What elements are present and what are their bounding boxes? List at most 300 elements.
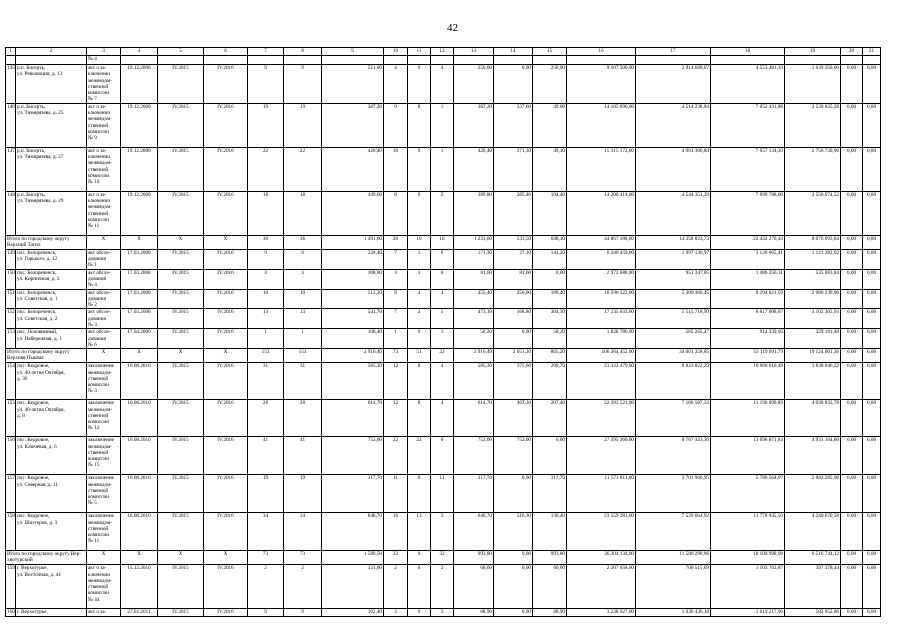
table-cell: 100,40 (322, 329, 384, 349)
table-cell: IV.2016 (204, 65, 248, 104)
table-row (6, 363, 881, 400)
subtotal-cell: 73 (248, 551, 284, 565)
column-number: 12 (431, 48, 454, 56)
subtotal-cell: 2 051,20 (494, 349, 533, 363)
table-cell: IV.2015 (158, 309, 204, 329)
subtotal-cell: X (87, 235, 121, 249)
table-cell: IV.2016 (204, 329, 248, 349)
table-cell: 0 (431, 437, 454, 475)
table-cell: 2 (384, 565, 408, 609)
table-cell: 317,70 (533, 475, 567, 513)
table-cell: 108,80 (322, 269, 384, 289)
subtotal-label: Итого по городскому округу Верхняя Пышма (6, 349, 87, 363)
table-cell: 0,00 (841, 269, 863, 289)
table-cell: 7 657 134,20 (711, 147, 785, 191)
table-cell: IV.2016 (204, 565, 248, 609)
subtotal-cell: 32 (384, 551, 408, 565)
table-cell: 1 036 436,18 (636, 609, 711, 616)
continuation-row (6, 56, 881, 65)
table-cell: 387,20 (322, 103, 384, 147)
table-cell: 9 (248, 65, 284, 104)
table-cell: 16 590 222,00 (567, 289, 636, 309)
table-cell: 11 778 945,50 (711, 513, 785, 551)
table-cell: 3 (384, 269, 408, 289)
table-cell: 19.12.2008 (121, 191, 158, 235)
table-cell: 541,70 (322, 309, 384, 329)
table-cell: IV.2015 (158, 191, 204, 235)
table-cell: 0,00 (494, 329, 533, 349)
table-row (6, 289, 881, 309)
table-cell: 3 (284, 269, 322, 289)
table-cell: 387,20 (454, 103, 494, 147)
table-cell: 8 (408, 363, 431, 400)
subtotal-cell: 36 (248, 235, 284, 249)
subtotal-cell: 10 (408, 235, 431, 249)
table-cell: 50,20 (533, 329, 567, 349)
table-cell: IV.2015 (158, 103, 204, 147)
table-row (6, 400, 881, 437)
table-cell: 4 553 481,33 (711, 65, 785, 104)
table-cell: 19 (284, 103, 322, 147)
table-cell: 11 (384, 475, 408, 513)
table-cell: 3 (248, 269, 284, 289)
table-cell: 6 240 459,00 (567, 249, 636, 269)
table-cell: 9 (284, 609, 322, 616)
table-cell: 585,30 (454, 363, 494, 400)
document-cell: акт обсле- дования № 2 (87, 289, 121, 309)
address-cell: пос. Белореченск, ул. Кирпичная, д. 3 (16, 269, 87, 289)
table-cell: 8 (408, 400, 431, 437)
document-cell: акт о за- ключении межведом- ственной комиссии № 11 (87, 191, 121, 235)
subtotal-cell: 34 001 358,85 (636, 349, 711, 363)
subtotal-cell: 0,00 (841, 551, 863, 565)
table-cell: 420,40 (322, 147, 384, 191)
table-cell: 0,00 (863, 400, 881, 437)
table-cell: 19.12.2008 (121, 103, 158, 147)
table-cell: IV.2016 (204, 513, 248, 551)
table-cell: 2 756 730,96 (785, 147, 841, 191)
table-cell: 1 997 130,97 (636, 249, 711, 269)
subtotal-cell: 11 586 290,96 (636, 551, 711, 565)
table-cell: 7 052 431,88 (711, 103, 785, 147)
table-cell: 171,30 (454, 249, 494, 269)
table-cell: 154 (6, 363, 16, 400)
table-cell: IV.2016 (204, 289, 248, 309)
table-cell: 0,00 (841, 309, 863, 329)
table-cell: 28 (284, 400, 322, 437)
table-cell: 0,00 (841, 191, 863, 235)
document-cell: акт обсле- дования № 4 (87, 269, 121, 289)
table-cell: 304,30 (533, 309, 567, 329)
subtotal-cell: 1 491,60 (322, 235, 384, 249)
table-cell: 49,60 (533, 103, 567, 147)
table-cell: 4 (431, 400, 454, 437)
table-cell: 1 639 350,00 (785, 65, 841, 104)
table-cell: 228,40 (322, 249, 384, 269)
table-cell: 389,80 (454, 191, 494, 235)
subtotal-cell: 32 (431, 551, 454, 565)
document-cell: акт обсле- дования № 6 (87, 329, 121, 349)
table-cell: IV.2015 (158, 363, 204, 400)
subtotal-cell: X (158, 551, 204, 565)
column-number: 17 (636, 48, 711, 56)
table-cell: 0,00 (841, 609, 863, 616)
table-cell: IV.2015 (158, 65, 204, 104)
table-row (6, 513, 881, 551)
subtotal-cell: 533,50 (494, 235, 533, 249)
table-cell: 16.08.2010 (121, 513, 158, 551)
subtotal-cell: X (121, 349, 158, 363)
table-cell: 0,00 (863, 437, 881, 475)
column-number: 16 (567, 48, 636, 56)
table-cell: 0,00 (841, 513, 863, 551)
table-cell: 0,00 (863, 363, 881, 400)
table-cell: 1 619 217,96 (711, 609, 785, 616)
table-cell: 15 315 172,00 (567, 147, 636, 191)
column-number-row (6, 48, 881, 56)
address-cell: пос. Белореченск, ул. Советская, д. 2 (16, 309, 87, 329)
address-cell: пос. Кедровое, ул. Шахтеров, д. 3 (16, 513, 87, 551)
table-cell: 7 099 788,00 (711, 191, 785, 235)
table-cell: 1 (384, 329, 408, 349)
column-number: 13 (454, 48, 494, 56)
table-cell: 3 838 046,22 (785, 363, 841, 400)
table-cell: 7 166 587,33 (636, 400, 711, 437)
table-cell: 16.08.2010 (121, 437, 158, 475)
table-cell: 9 (284, 65, 322, 104)
table-cell: 4 (431, 289, 454, 309)
table-cell: 209,70 (533, 363, 567, 400)
column-number: 5 (158, 48, 204, 56)
document-cell: акт о за- ключении межведом- ственной комиссии № 7 (87, 65, 121, 104)
table-cell: 455,40 (454, 289, 494, 309)
table-cell: 375,60 (494, 363, 533, 400)
table-cell: 371,30 (494, 147, 533, 191)
table-row (6, 103, 881, 147)
table-cell: 4 514 238,84 (636, 103, 711, 147)
table-cell: 41 (248, 437, 284, 475)
subtotal-cell: 22 (431, 349, 454, 363)
table-cell: 0 (408, 609, 431, 616)
table-cell: 9 (248, 609, 284, 616)
table-cell: 5 515 718,99 (636, 309, 711, 329)
table-cell: 88,90 (454, 609, 494, 616)
table-cell: 2 556 074,52 (785, 191, 841, 235)
table-cell: 585 265,47 (636, 329, 711, 349)
table-cell: 14 200 414,00 (567, 191, 636, 235)
subtotal-cell: X (121, 551, 158, 565)
table-cell: 585,30 (322, 363, 384, 400)
table-cell: IV.2015 (158, 475, 204, 513)
table-cell: 50,20 (454, 329, 494, 349)
subtotal-cell: 993,80 (533, 551, 567, 565)
table-cell: 0,00 (841, 475, 863, 513)
table-cell: 0 (431, 269, 454, 289)
subtotal-cell: 18 100 998,98 (711, 551, 785, 565)
table-cell: IV.2015 (158, 329, 204, 349)
table-cell: 4 (431, 363, 454, 400)
table-cell: 49,10 (533, 147, 567, 191)
table-cell: 6 823 822,29 (636, 363, 711, 400)
table-cell: 27 395 360,00 (567, 437, 636, 475)
table-cell: 28 (248, 400, 284, 437)
subtotal-cell: 0,00 (494, 551, 533, 565)
table-cell: 13 (284, 309, 322, 329)
table-row (6, 269, 881, 289)
table-cell: 0,00 (863, 269, 881, 289)
table-cell: 4 (384, 65, 408, 104)
table-cell: 104,40 (533, 191, 567, 235)
table-cell: 285,40 (494, 191, 533, 235)
table-cell: 0,00 (841, 565, 863, 609)
table-cell: 17.03.2008 (121, 309, 158, 329)
table-cell: 60,60 (533, 565, 567, 609)
table-cell: 153 (6, 329, 16, 349)
table-cell: 7 (384, 309, 408, 329)
table-cell: 19.12.2008 (121, 65, 158, 104)
table-cell: 19 (248, 475, 284, 513)
column-number: 3 (87, 48, 121, 56)
table-cell: 0,00 (863, 609, 881, 616)
column-number: 9 (322, 48, 384, 56)
table-cell: 7 (384, 249, 408, 269)
table-cell: 10 (248, 289, 284, 309)
table-cell: 0,00 (841, 329, 863, 349)
subtotal-cell: 8 076 093,84 (785, 235, 841, 249)
document-cell: заключение межведом- ственной комиссии № 15 (87, 437, 121, 475)
table-cell: IV.2016 (204, 475, 248, 513)
table-cell: IV.2015 (158, 609, 204, 616)
table-cell: 88,90 (533, 609, 567, 616)
table-cell: 752,00 (322, 437, 384, 475)
table-cell: 0,00 (863, 147, 881, 191)
table-cell: 6 (431, 249, 454, 269)
table-row (6, 609, 881, 616)
column-number: 19 (785, 48, 841, 56)
table-row (6, 147, 881, 191)
data-table (5, 47, 881, 617)
table-cell: 0,00 (863, 191, 881, 235)
table-cell: 256,00 (494, 289, 533, 309)
table-cell: 9 (284, 249, 322, 269)
subtotal-cell: X (204, 349, 248, 363)
table-cell: 250,00 (533, 65, 567, 104)
table-cell: 2 (248, 565, 284, 609)
subtotal-cell: 73 (284, 551, 322, 565)
table-cell: 473,10 (454, 309, 494, 329)
table-cell: 12 (384, 363, 408, 400)
table-cell: 130,40 (533, 513, 567, 551)
document-cell: заключение межведом- ственной комиссии № 12 (87, 400, 121, 437)
table-cell: 3 120 065,41 (711, 249, 785, 269)
table-cell: 157 (6, 475, 16, 513)
table-cell: 17.04.2009 (121, 329, 158, 349)
table-row (6, 65, 881, 104)
subtotal-label: Итого по городскому округу Вер- хнотурский (6, 551, 87, 565)
table-cell: 2 (408, 309, 431, 329)
table-cell: 0,00 (494, 609, 533, 616)
table-cell: 19 (248, 103, 284, 147)
table-cell: 5 309 360,45 (636, 289, 711, 309)
table-cell: 3 238 627,00 (567, 609, 636, 616)
table-cell: 9 (408, 147, 431, 191)
table-cell: 0 (408, 565, 431, 609)
document-cell: акт обсле- дования № 1 (87, 249, 121, 269)
table-cell: 145 (6, 65, 16, 104)
table-cell: 34 (284, 513, 322, 551)
subtotal-cell: 1 231,60 (454, 235, 494, 249)
subtotal-row (6, 349, 881, 363)
table-cell: 1 (431, 329, 454, 349)
table-cell: 0 (408, 475, 431, 513)
address-cell: пос. Половинный, ул. Набережная, д. 1 (16, 329, 87, 349)
subtotal-cell: 0,00 (841, 349, 863, 363)
table-cell: 0,00 (863, 289, 881, 309)
table-cell: 420,40 (454, 147, 494, 191)
address-cell: пос. Белореченск, ул. Советская, д. 1 (16, 289, 87, 309)
table-cell: 199,40 (533, 289, 567, 309)
table-cell: IV.2016 (204, 309, 248, 329)
subtotal-cell: 14 358 823,73 (636, 235, 711, 249)
table-cell: 19 (284, 475, 322, 513)
subtotal-cell: 6 516 744,12 (785, 551, 841, 565)
column-number: 2 (16, 48, 87, 56)
table-cell: 0,00 (863, 513, 881, 551)
table-cell: 60,60 (454, 565, 494, 609)
table-cell: 3 (431, 609, 454, 616)
subtotal-cell: X (121, 235, 158, 249)
table-cell: 7 539 664,92 (636, 513, 711, 551)
subtotal-cell: 22 432 270,43 (711, 235, 785, 249)
document-cell: акт о за- (87, 609, 121, 616)
table-cell: 449,60 (322, 191, 384, 235)
column-number: 21 (863, 48, 881, 56)
table-cell: 5 786 564,07 (711, 475, 785, 513)
column-number: 10 (384, 48, 408, 56)
table-cell: 27.01.2011 (121, 609, 158, 616)
subtotal-cell: X (158, 349, 204, 363)
table-cell: 10 (284, 289, 322, 309)
table-cell: 914 339,05 (711, 329, 785, 349)
table-cell: 21 322 479,00 (567, 363, 636, 400)
column-number: 8 (284, 48, 322, 56)
table-cell: 149 (6, 249, 16, 269)
table-cell: 0,00 (533, 437, 567, 475)
table-cell: 582 952,86 (785, 609, 841, 616)
subtotal-cell: 0,00 (863, 349, 881, 363)
table-cell: 3 (431, 513, 454, 551)
subtotal-cell: X (204, 235, 248, 249)
table-cell: 159 (6, 565, 16, 609)
table-cell: 11 196 099,89 (711, 400, 785, 437)
table-cell: 1 (431, 103, 454, 147)
table-cell: 0,00 (494, 65, 533, 104)
table-cell: 22 (248, 147, 284, 191)
table-cell: 317,70 (322, 475, 384, 513)
continuation-cell: № 4 (87, 56, 121, 65)
table-cell: 156 (6, 437, 16, 475)
table-cell: 158 (6, 513, 16, 551)
subtotal-cell: 865,20 (533, 349, 567, 363)
subtotal-cell: 36 204 134,00 (567, 551, 636, 565)
table-cell: 207,40 (533, 400, 567, 437)
table-cell: 0,00 (841, 249, 863, 269)
table-cell: 329 181,48 (785, 329, 841, 349)
table-cell: 4 931 164,80 (785, 437, 841, 475)
subtotal-cell: X (87, 349, 121, 363)
subtotal-cell: 153 (284, 349, 322, 363)
table-cell: 8 767 323,36 (636, 437, 711, 475)
table-cell: 512,30 (322, 289, 384, 309)
table-cell: 13 (408, 513, 431, 551)
table-cell: 706 515,69 (636, 565, 711, 609)
table-cell: IV.2015 (158, 269, 204, 289)
table-cell: 516,30 (494, 513, 533, 551)
address-cell: пос. Кедровое, ул. Ключевая, д. 6 (16, 437, 87, 475)
table-cell: 4 030 833,78 (785, 400, 841, 437)
table-row (6, 475, 881, 513)
page-number: 42 (447, 22, 458, 34)
column-number: 18 (711, 48, 785, 56)
table-cell: 9 107 500,00 (567, 65, 636, 104)
document-cell: акт обсле- дования № 3 (87, 309, 121, 329)
table-cell: 34 (248, 513, 284, 551)
table-cell: 0,00 (841, 103, 863, 147)
table-cell: 3 703 960,95 (636, 475, 711, 513)
table-cell: IV.2015 (158, 147, 204, 191)
subtotal-cell: 698,10 (533, 235, 567, 249)
subtotal-cell: 993,80 (454, 551, 494, 565)
subtotal-row (6, 551, 881, 565)
table-cell: 2 (284, 565, 322, 609)
table-cell: 14 105 696,00 (567, 103, 636, 147)
subtotal-cell: 2 916,40 (322, 349, 384, 363)
table-cell: 9 (384, 103, 408, 147)
table-cell: 2 083 285,98 (785, 475, 841, 513)
table-cell: IV.2015 (158, 289, 204, 309)
table-cell: 0,00 (494, 565, 533, 609)
table-cell: 0,00 (841, 437, 863, 475)
table-cell: 4 240 670,58 (785, 513, 841, 551)
table-cell: 250,00 (454, 65, 494, 104)
table-cell: 0,00 (841, 147, 863, 191)
table-cell: 16 (384, 513, 408, 551)
table-cell: 1 (408, 249, 431, 269)
table-cell: 752,00 (494, 437, 533, 475)
table-cell: 0,00 (863, 565, 881, 609)
table-cell: 0,00 (533, 269, 567, 289)
table-cell: 0,00 (841, 65, 863, 104)
table-body (6, 48, 881, 617)
table-cell: 4 (431, 65, 454, 104)
table-cell: 81,60 (494, 269, 533, 289)
subtotal-cell: 19 124 001,36 (785, 349, 841, 363)
table-cell: 31 (284, 363, 322, 400)
table-cell: 121,00 (322, 565, 384, 609)
table-cell: 10 (384, 147, 408, 191)
column-number: 14 (494, 48, 533, 56)
table-cell: 2 (431, 191, 454, 235)
table-cell: IV.2015 (158, 513, 204, 551)
document-cell: акт о за- ключении межведом- ственной комиссии № 44 (87, 565, 121, 609)
table-cell: 535 083,84 (785, 269, 841, 289)
address-cell: г. Верхотурье, (16, 609, 87, 616)
table-cell: 22 (408, 437, 431, 475)
table-row (6, 565, 881, 609)
subtotal-cell: 0,00 (863, 235, 881, 249)
table-cell: 4 544 351,29 (636, 191, 711, 235)
table-cell: 0,00 (494, 475, 533, 513)
